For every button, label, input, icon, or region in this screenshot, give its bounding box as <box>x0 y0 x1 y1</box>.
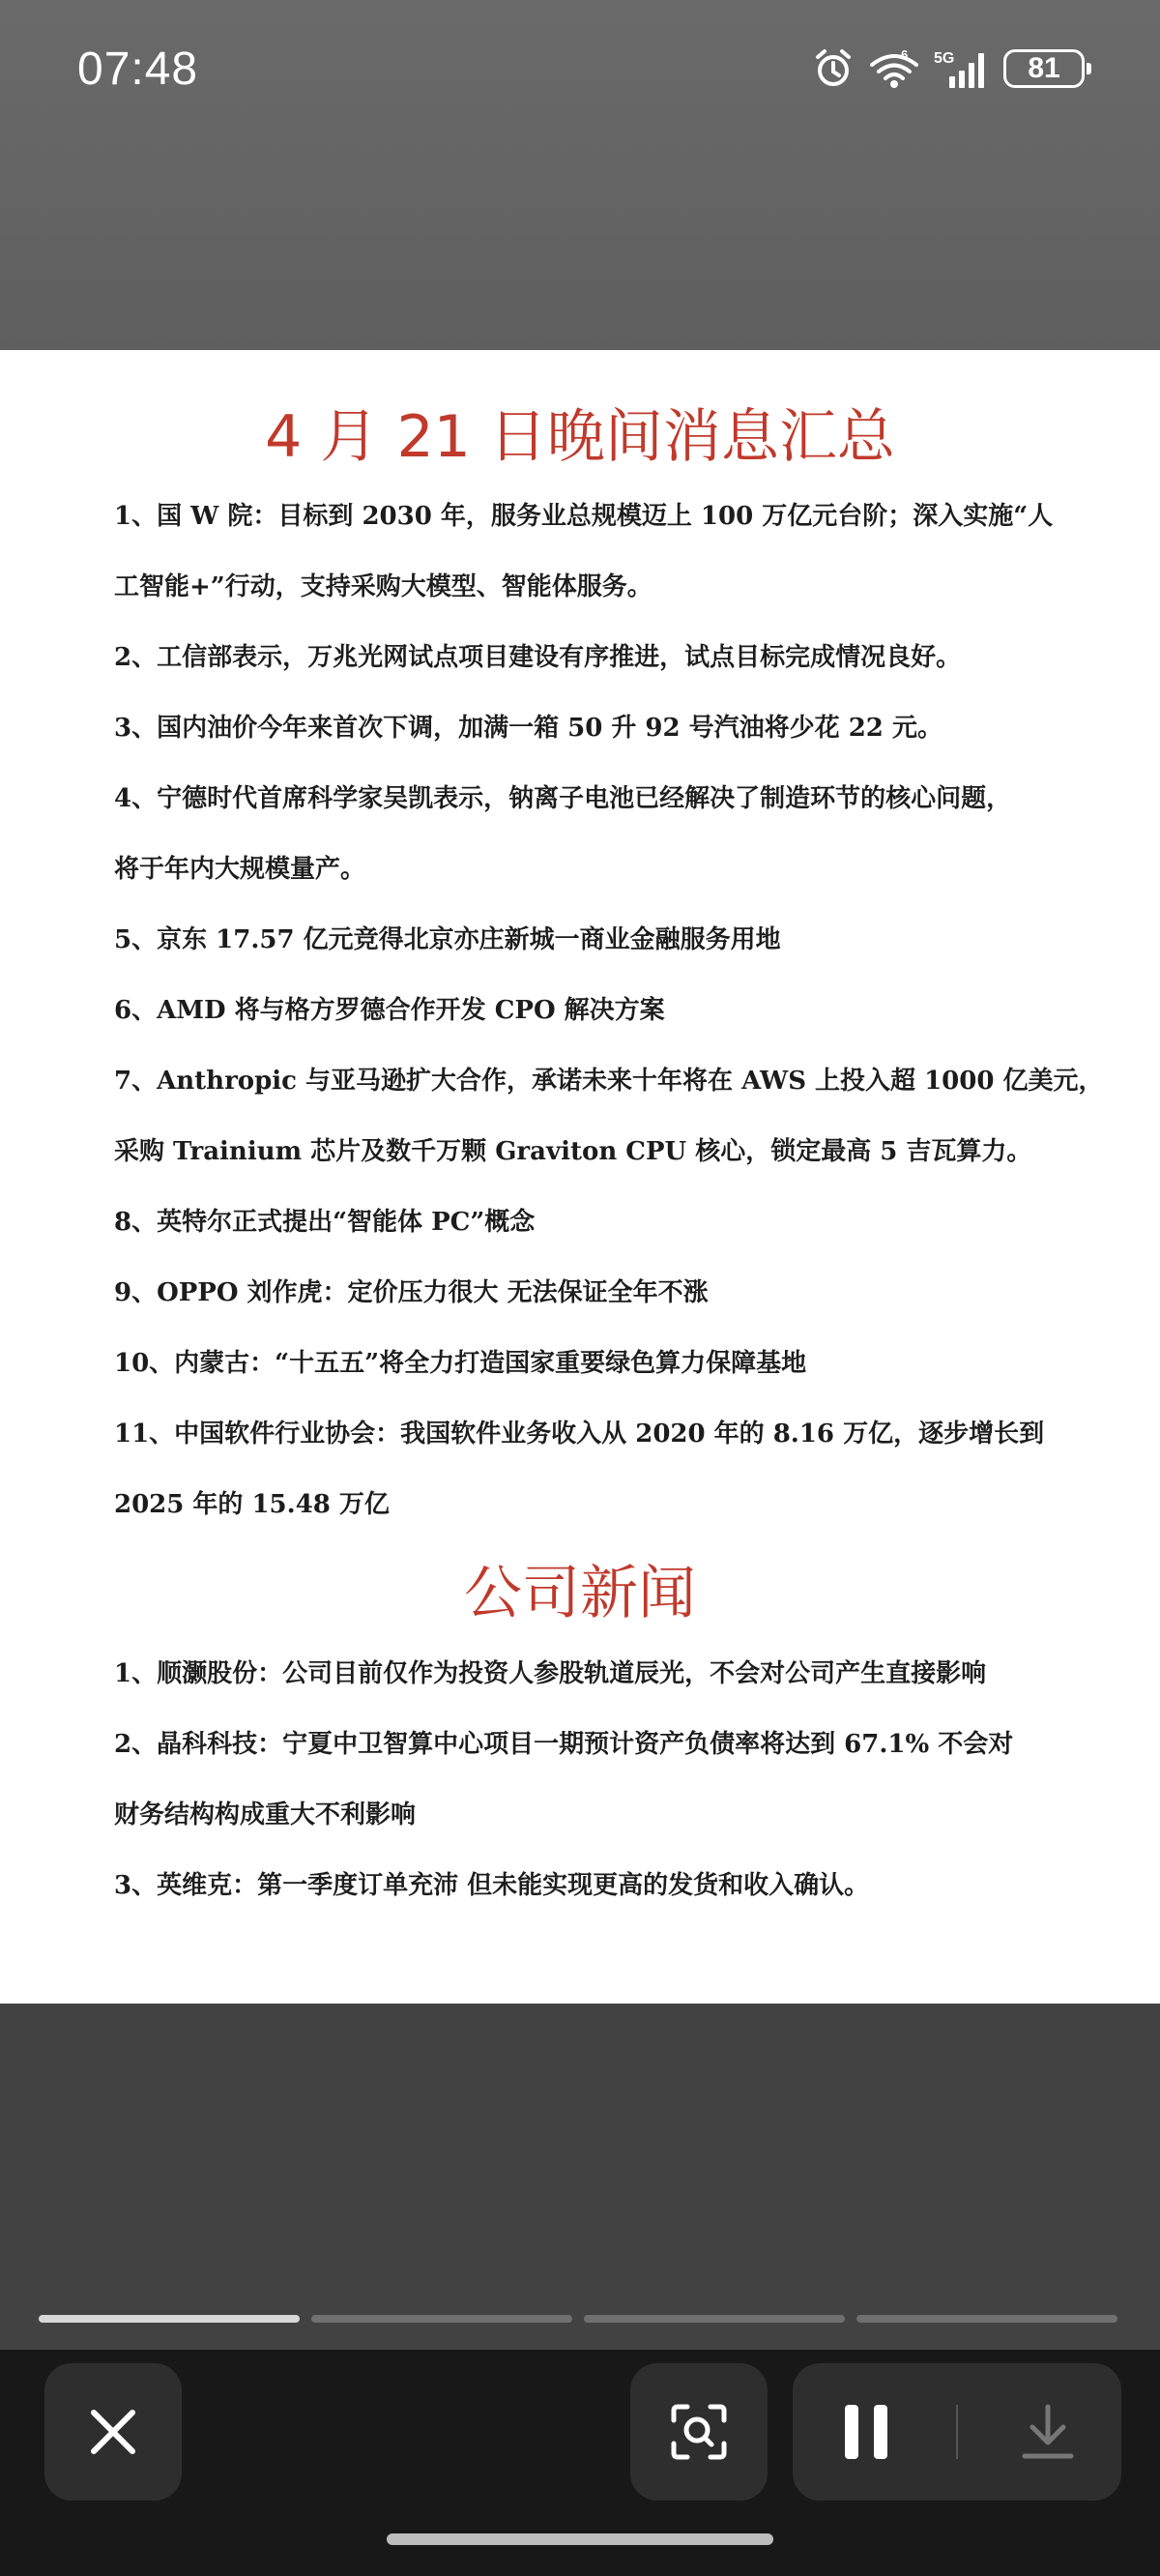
battery-indicator: 81 <box>1003 49 1085 88</box>
news-item: 4、宁德时代首席科学家吴凯表示，钠离子电池已经解决了制造环节的核心问题， <box>114 784 1012 813</box>
news-item: 2025 年的 15.48 万亿 <box>114 1490 390 1519</box>
company-news-item: 3、英维克：第一季度订单充沛 但未能实现更高的发货和收入确认。 <box>114 1871 870 1900</box>
pause-icon <box>841 2403 891 2461</box>
company-news-item: 1、顺灏股份：公司目前仅作为投资人参股轨道辰光，不会对公司产生直接影响 <box>114 1659 987 1688</box>
news-item: 11、中国软件行业协会：我国软件业务收入从 2020 年的 8.16 万亿，逐步增长到 <box>114 1420 1045 1449</box>
close-button[interactable] <box>44 2363 182 2501</box>
playback-download-group <box>793 2363 1121 2501</box>
company-news-item: 2、晶科科技：宁夏中卫智算中心项目一期预计资产负债率将达到 67.1% 不会对 <box>114 1730 1014 1759</box>
page-progress-segment <box>856 2315 1117 2323</box>
alarm-icon <box>812 47 855 90</box>
news-item: 1、国 W 院：目标到 2030 年，服务业总规模迈上 100 万亿元台阶；深入实施“人 <box>114 502 1054 531</box>
news-item: 将于年内大规模量产。 <box>114 855 366 884</box>
status-bar <box>0 0 1160 145</box>
page-title: 4 月 21 日晚间消息汇总 <box>265 403 895 471</box>
news-item: 10、内蒙古：“十五五”将全力打造国家重要绿色算力保障基地 <box>114 1349 807 1378</box>
news-item: 5、京东 17.57 亿元竞得北京亦庄新城一商业金融服务用地 <box>114 925 781 954</box>
news-item: 9、OPPO 刘作虎：定价压力很大 无法保证全年不涨 <box>114 1278 709 1307</box>
close-icon <box>88 2407 138 2457</box>
cellular-signal-icon <box>934 47 990 90</box>
news-item: 2、工信部表示，万兆光网试点项目建设有序推进，试点目标完成情况良好。 <box>114 643 962 672</box>
download-button[interactable] <box>990 2374 1106 2490</box>
svg-text:5G: 5G <box>934 50 955 67</box>
news-image-page[interactable] <box>0 350 1160 2004</box>
wifi-icon <box>868 47 920 90</box>
download-icon <box>1021 2403 1075 2461</box>
news-item: 7、Anthropic 与亚马逊扩大合作，承诺未来十年将在 AWS 上投入超 1000 亿美元， <box>114 1067 1104 1096</box>
section-title: 公司新闻 <box>464 1560 696 1627</box>
news-item: 8、英特尔正式提出“智能体 PC”概念 <box>114 1208 536 1237</box>
home-indicator[interactable] <box>387 2533 773 2545</box>
company-news-item: 财务结构构成重大不利影响 <box>114 1800 417 1830</box>
image-search-button[interactable] <box>630 2363 768 2501</box>
news-item: 6、AMD 将与格方罗德合作开发 CPO 解决方案 <box>114 996 665 1025</box>
page-progress-segment <box>311 2315 572 2323</box>
news-item: 采购 Trainium 芯片及数千万颗 Graviton CPU 核心，锁定最高 5 吉瓦算力。 <box>114 1137 1032 1166</box>
news-item: 工智能+”行动，支持采购大模型、智能体服务。 <box>114 572 652 601</box>
button-divider <box>956 2405 958 2459</box>
status-icons <box>812 44 1085 93</box>
pause-button[interactable] <box>808 2374 924 2490</box>
status-time: 07:48 <box>77 44 199 95</box>
scan-icon <box>670 2403 728 2461</box>
page-progress-segment <box>39 2315 300 2323</box>
page-progress-segment <box>584 2315 845 2323</box>
svg-text:6: 6 <box>901 47 909 62</box>
news-item: 3、国内油价今年来首次下调，加满一箱 50 升 92 号汽油将少花 22 元。 <box>114 714 942 743</box>
